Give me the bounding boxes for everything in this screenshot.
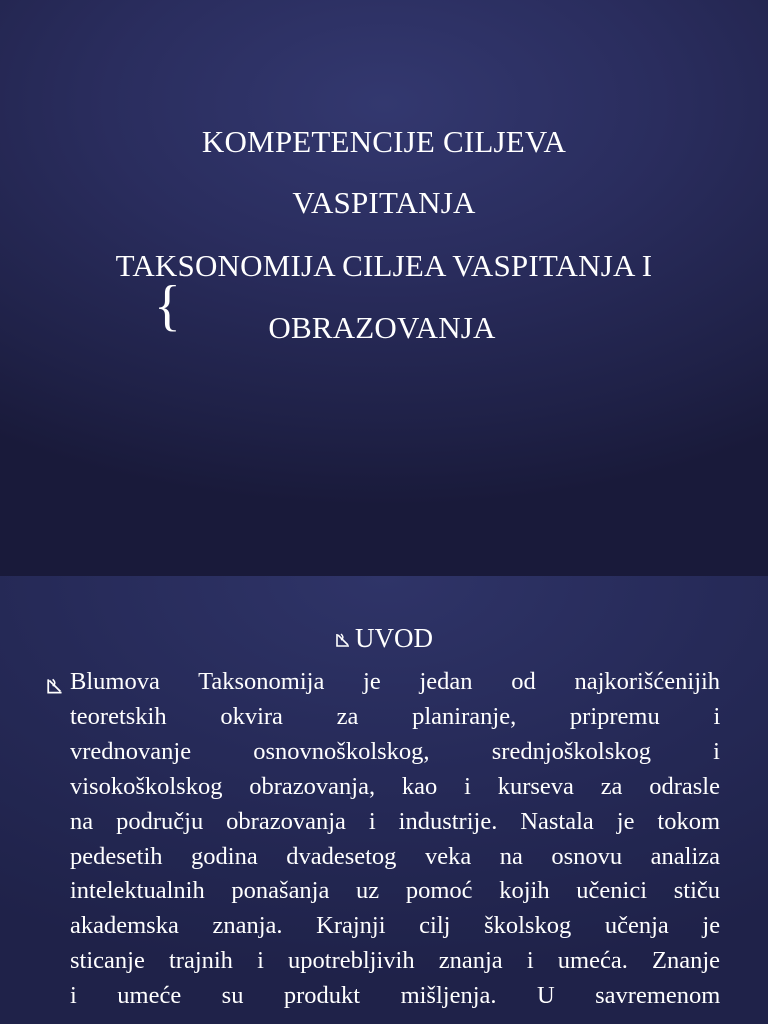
paragraph-line-3: vrednovanje osnovnoškolskog, srednjoškolskog i [70,737,720,765]
brace-decoration: { [154,275,181,337]
section-heading-text: UVOD [355,623,433,653]
title-line-4: OBRAZOVANJA [268,310,496,345]
paragraph-line-8: akademska znanja. Krajnji cilj školskog učenja je [70,912,721,940]
section-heading [0,623,768,654]
paragraph-line-6: pedesetih godina dvadesetog veka na osnovu analiza [70,842,720,870]
arrow-bullet-icon [335,631,353,649]
paragraph-line-2: teoretskih okvira za planiranje, pripremu i [70,702,721,730]
paragraph-line-4: visokoškolskog obrazovanja, kao i kurseva za odrasle [70,772,720,800]
paragraph-line-7: intelektualnih ponašanja uz pomoć kojih učenici stiču [70,877,720,905]
title-line-3: TAKSONOMIJA CILJEA VASPITANJA I [115,248,653,283]
body-paragraph [70,665,720,1014]
paragraph-line-9: sticanje trajnih i upotrebljivih znanja i umeća. Znanje [70,947,720,975]
title-line-1: KOMPETENCIJE CILJEVA [201,124,567,159]
paragraph-line-5: na području obrazovanja i industrije. Nastala je tokom [70,807,721,835]
paragraph-line-10: i umeće su produkt mišljenja. U savremenom [70,982,721,1010]
title-line-2: VASPITANJA [292,185,476,220]
paragraph-line-1: Blumova Taksonomija je jedan od najkorišćenijih [70,668,721,695]
arrow-bullet-icon [46,676,66,696]
